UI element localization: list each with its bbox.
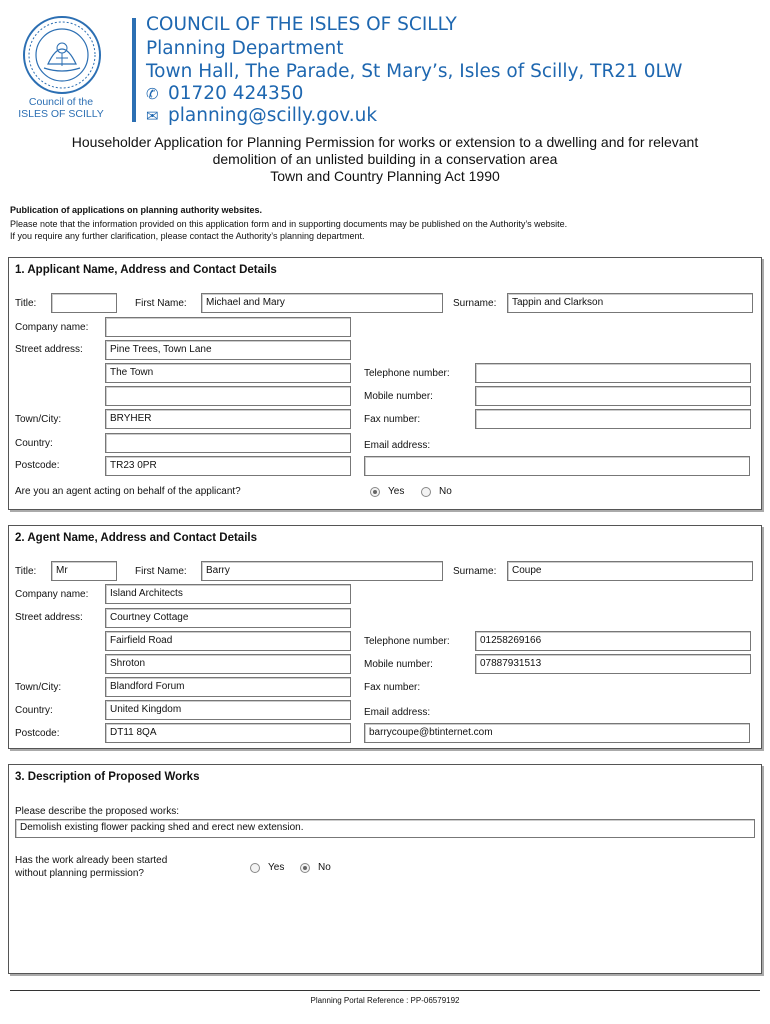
seal-caption-line-2: ISLES OF SCILLY [18,108,104,120]
started-yes-radio[interactable] [250,863,260,873]
first-name-label: First Name: [135,298,187,309]
agent-yes-label: Yes [388,486,405,497]
council-seal-icon [18,14,106,96]
agent-question: Are you an agent acting on behalf of the applicant? [15,486,241,497]
form-title [0,134,770,185]
council-name: COUNCIL OF THE ISLES OF SCILLY [146,14,457,35]
street-label: Street address: [15,344,83,355]
applicant-mobile-field[interactable] [475,386,751,406]
email-label: Email address: [364,707,431,718]
email-address[interactable]: planning@scilly.gov.uk [168,105,378,126]
title-line-3: Town and Country Planning Act 1990 [270,168,500,184]
work-started-question-line-2: without planning permission? [15,868,144,879]
town-label: Town/City: [15,414,62,425]
agent-company-field[interactable]: Island Architects [105,584,351,604]
agent-town-field[interactable]: Blandford Forum [105,677,351,697]
header-divider [132,18,136,122]
agent-country-field[interactable]: United Kingdom [105,700,351,720]
agent-title-field[interactable]: Mr [51,561,117,581]
agent-yes-radio[interactable] [370,487,380,497]
postcode-label: Postcode: [15,460,60,471]
started-no-label: No [318,862,331,873]
section-title: 1. Applicant Name, Address and Contact Details [15,264,277,276]
applicant-street-1-field[interactable]: Pine Trees, Town Lane [105,340,351,360]
telephone-label: Telephone number: [364,636,450,647]
agent-street-3-field[interactable]: Shroton [105,654,351,674]
email-label: Email address: [364,440,431,451]
applicant-surname-field[interactable]: Tappin and Clarkson [507,293,753,313]
telephone-label: Telephone number: [364,368,450,379]
describe-works-label: Please describe the proposed works: [15,806,179,817]
works-description-field[interactable]: Demolish existing flower packing shed and erect new extension. [15,819,755,838]
email-line [146,105,377,127]
title-label: Title: [15,298,37,309]
fax-label: Fax number: [364,414,421,425]
agent-no-radio[interactable] [421,487,431,497]
agent-email-field[interactable]: barrycoupe@btinternet.com [364,723,750,743]
title-line-2: demolition of an unlisted building in a conservation area [212,151,558,167]
footer-divider [10,990,760,991]
section-title: 3. Description of Proposed Works [15,771,200,783]
title-line-1: Householder Application for Planning Permission for works or extension to a dwelling and for relevant [71,134,699,150]
agent-mobile-field[interactable]: 07887931513 [475,654,751,674]
applicant-fax-field[interactable] [475,409,751,429]
phone-icon: ✆ [146,85,159,103]
postcode-label: Postcode: [15,728,60,739]
phone-line [146,83,303,105]
country-label: Country: [15,705,53,716]
applicant-town-field[interactable]: BRYHER [105,409,351,429]
mobile-label: Mobile number: [364,659,433,670]
agent-street-1-field[interactable]: Courtney Cottage [105,608,351,628]
agent-telephone-field[interactable]: 01258269166 [475,631,751,651]
first-name-label: First Name: [135,566,187,577]
seal-caption-line-1: Council of the [28,96,94,108]
council-address: Town Hall, The Parade, St Mary’s, Isles of Scilly, TR21 0LW [146,61,683,82]
country-label: Country: [15,438,53,449]
work-started-question-line-1: Has the work already been started [15,855,168,866]
applicant-street-3-field[interactable] [105,386,351,406]
seal-caption [14,96,108,120]
applicant-section [8,257,762,510]
applicant-postcode-field[interactable]: TR23 0PR [105,456,351,476]
publication-note-2: If you require any further clarification, please contact the Authority’s planning department. [10,231,365,241]
agent-first-name-field[interactable]: Barry [201,561,443,581]
email-icon: ✉ [146,107,159,125]
works-section [8,764,762,974]
started-yes-label: Yes [268,862,285,873]
applicant-country-field[interactable] [105,433,351,453]
agent-postcode-field[interactable]: DT11 8QA [105,723,351,743]
street-label: Street address: [15,612,83,623]
section-title: 2. Agent Name, Address and Contact Details [15,532,257,544]
portal-reference: Planning Portal Reference : PP-06579192 [310,996,460,1005]
applicant-email-field[interactable] [364,456,750,476]
applicant-company-field[interactable] [105,317,351,337]
applicant-title-field[interactable] [51,293,117,313]
started-no-radio[interactable] [300,863,310,873]
phone-number: 01720 424350 [168,83,304,104]
agent-surname-field[interactable]: Coupe [507,561,753,581]
mobile-label: Mobile number: [364,391,433,402]
publication-note-1: Please note that the information provided on this application form and in supporting documents may be published on the Authority’s website. [10,219,568,229]
town-label: Town/City: [15,682,62,693]
agent-no-label: No [439,486,452,497]
surname-label: Surname: [453,566,497,577]
applicant-telephone-field[interactable] [475,363,751,383]
company-label: Company name: [15,322,89,333]
applicant-street-2-field[interactable]: The Town [105,363,351,383]
fax-label: Fax number: [364,682,421,693]
applicant-first-name-field[interactable]: Michael and Mary [201,293,443,313]
agent-section [8,525,762,749]
agent-street-2-field[interactable]: Fairfield Road [105,631,351,651]
title-label: Title: [15,566,37,577]
department-name: Planning Department [146,38,344,59]
surname-label: Surname: [453,298,497,309]
publication-heading: Publication of applications on planning authority websites. [10,205,263,215]
company-label: Company name: [15,589,89,600]
